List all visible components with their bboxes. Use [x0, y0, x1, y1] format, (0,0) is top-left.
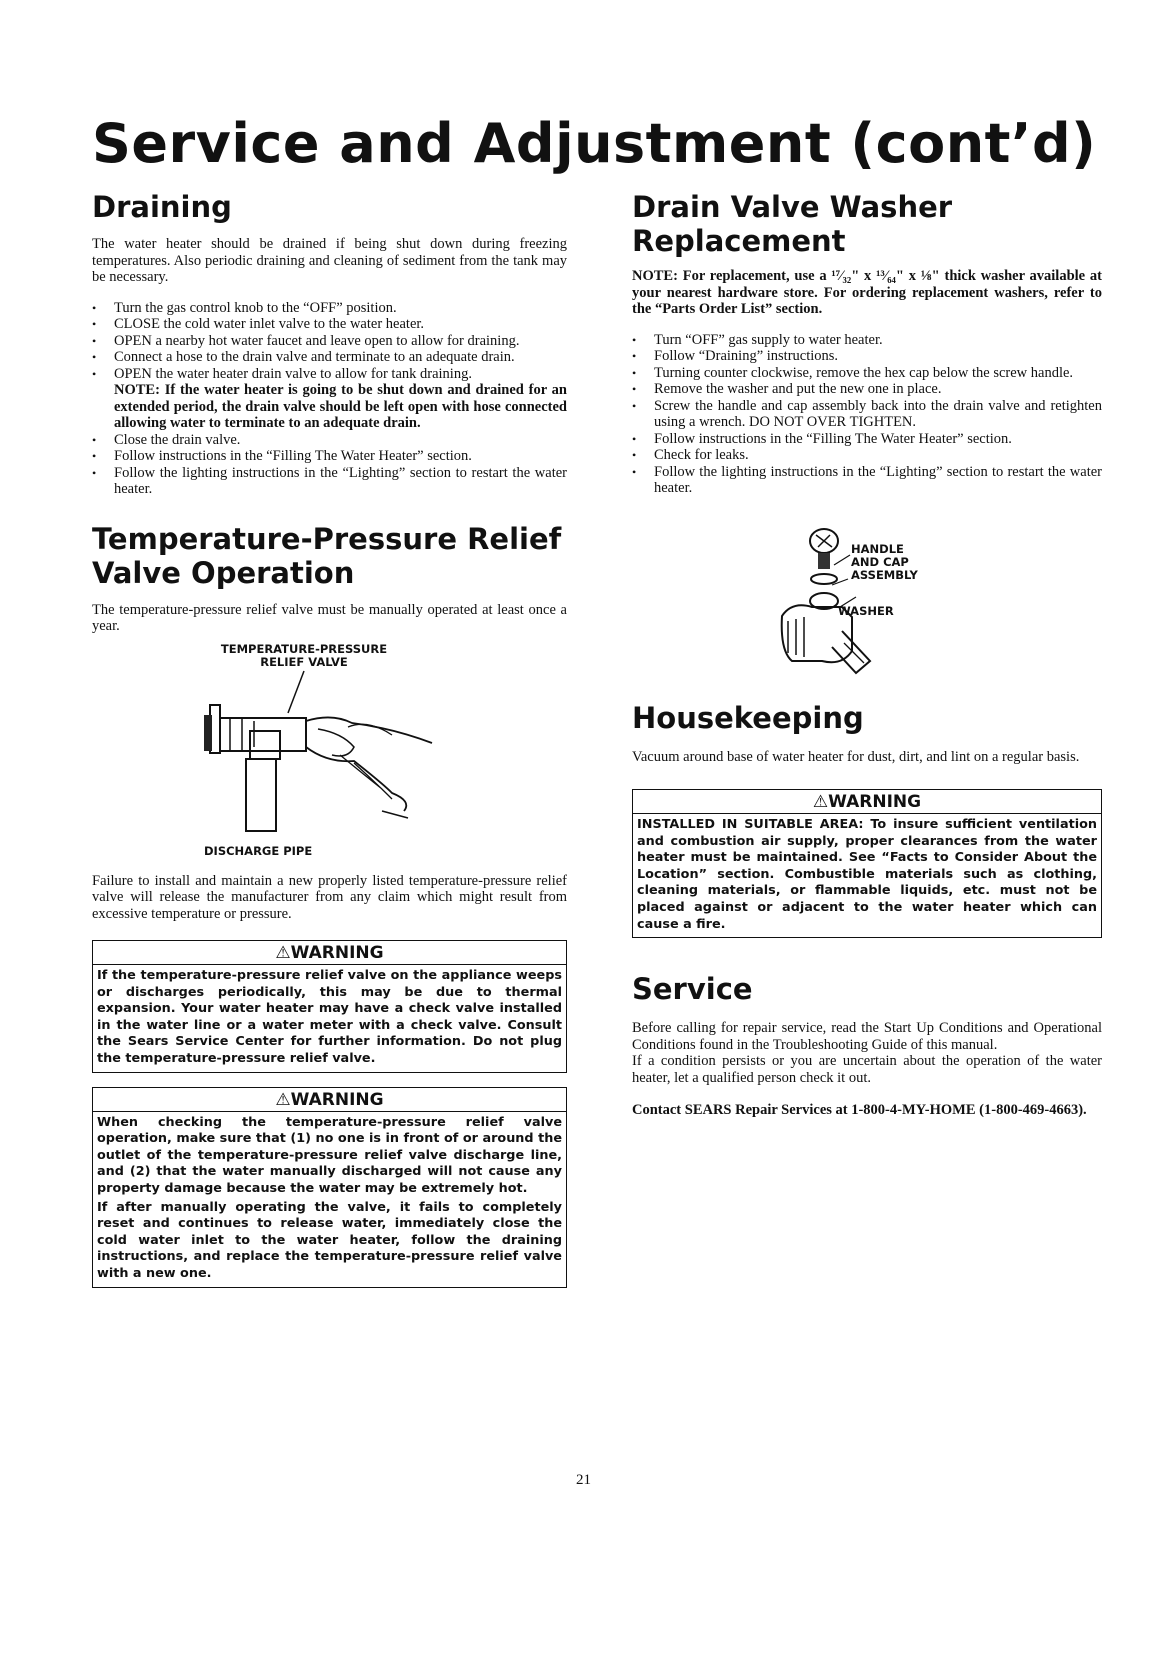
left-column [92, 190, 567, 1288]
drain-valve-figure [632, 521, 1102, 691]
draining-note: NOTE: If the water heater is going to be shut down and drained for an extended period, the drain valve should be left open with hose connected allowing water to terminate to an adequate drain. [114, 382, 567, 431]
step-text: OPEN the water heater drain valve to allow for tank draining. [114, 365, 472, 382]
tpr-heading [92, 522, 567, 590]
tpr-valve-illustration [92, 643, 567, 843]
housekeeping-heading: Housekeeping [632, 700, 864, 735]
warning-triangle-icon: ⚠ [275, 943, 291, 963]
list-item: • Follow instructions in the “Filling The Water Heater” section. [92, 448, 567, 465]
list-item: • Connect a hose to the drain valve and terminate to an adequate drain. [92, 349, 567, 366]
list-item: • Turning counter clockwise, remove the hex cap below the screw handle. [632, 365, 1102, 382]
washer-heading-line1: Drain Valve Washer [632, 190, 953, 224]
warning-title: WARNING [290, 1089, 384, 1110]
handle-label-line2: AND CAP [851, 554, 909, 569]
washer-heading-line2: Replacement [632, 224, 846, 258]
list-item: • Close the drain valve. [92, 432, 567, 449]
housekeeping-warning-box [632, 789, 1102, 938]
list-item [92, 366, 567, 432]
list-item: • Follow “Draining” instructions. [632, 348, 1102, 365]
page-number: 21 [576, 1472, 591, 1488]
list-item: • Turn the gas control knob to the “OFF” position. [92, 300, 567, 317]
page-title: Service and Adjustment (cont’d) [92, 112, 1097, 175]
discharge-pipe-label: DISCHARGE PIPE [204, 843, 313, 858]
tpr-intro: The temperature-pressure relief valve must be manually operated at least once a year. [92, 601, 567, 634]
tpr-warning-box-2 [92, 1087, 567, 1288]
housekeeping-text: Vacuum around base of water heater for dust, dirt, and lint on a regular basis. [632, 748, 1080, 765]
list-item: • Remove the washer and put the new one in place. [632, 381, 1102, 398]
washer-heading [632, 190, 1102, 258]
tpr-warning-box-1 [92, 940, 567, 1073]
washer-label: WASHER [838, 603, 894, 618]
tpr-figure [92, 643, 567, 865]
warning-text: If after manually operating the valve, it fails to completely reset and continues to release water, immediately close the cold water inlet to the water heater, follow the draining instructions, and replace the temperature-pressure relief valve with a new one. [97, 1199, 562, 1281]
warning-header [93, 941, 566, 965]
list-item: • Follow the lighting instructions in the “Lighting” section to restart the water heater. [92, 465, 567, 498]
draining-heading: Draining [92, 190, 232, 224]
service-contact: Contact SEARS Repair Services at 1-800-4-MY-HOME (1-800-469-4663). [632, 1102, 1087, 1119]
tpr-heading-line1: Temperature-Pressure Relief [92, 521, 562, 556]
warning-title: WARNING [290, 943, 384, 963]
handle-label-line3: ASSEMBLY [851, 567, 918, 582]
list-item: • Follow the lighting instructions in the “Lighting” section to restart the water heater. [632, 464, 1102, 497]
tpr-label-line1: TEMPERATURE-PRESSURE [220, 641, 388, 656]
service-para-1: Before calling for repair service, read the Start Up Conditions and Operational Conditions found in the Troubleshooting Guide of this manual. [632, 1020, 1102, 1053]
list-item: • Follow instructions in the “Filling The Water Heater” section. [632, 431, 1102, 448]
service-para-2: If a condition persists or you are uncertain about the operation of the water heater, let a qualified person check it out. [632, 1053, 1102, 1086]
warning-triangle-icon: ⚠ [812, 792, 829, 812]
draining-intro: The water heater should be drained if being shut down during freezing temperatures. Also periodic draining and cleaning of sediment from the tank may be necessary. [92, 236, 567, 285]
washer-steps [632, 332, 1102, 497]
tpr-failure-text: Failure to install and maintain a new properly listed temperature-pressure relief valve will release the manufacturer from any claim which might result from excessive temperature or pressure. [92, 872, 567, 922]
washer-note: NOTE: For replacement, use a ¹⁷⁄₃₂" x ¹³⁄₆₄" x ⅛" thick washer available at your nearest hardware store. For ordering replacement washers, refer to the “Parts Order List” section. [632, 268, 1102, 317]
right-column [632, 190, 1102, 1119]
warning-text: INSTALLED IN SUITABLE AREA: To insure sufficient ventilation and combustion air supply, proper clearances from the water heater must be maintained. See “Facts to Consider About the Location” section. Combustible materials such as clothing, cleaning materials, or flammable liquids, etc. must not be placed against or adjacent to the water heater which can cause a fire. [637, 817, 1097, 932]
list-item: • Check for leaks. [632, 447, 1102, 464]
list-item: • Screw the handle and cap assembly back into the drain valve and retighten using a wrench. DO NOT OVER TIGHTEN. [632, 398, 1102, 431]
list-item: • OPEN a nearby hot water faucet and leave open to allow for draining. [92, 333, 567, 350]
list-item: • CLOSE the cold water inlet valve to the water heater. [92, 316, 567, 333]
draining-steps [92, 300, 567, 498]
warning-text: When checking the temperature-pressure relief valve operation, make sure that (1) no one is in front of or around the outlet of the temperature-pressure relief valve discharge line, and (2) that the water manually discharged will not cause any property damage because the water may be extremely hot. [97, 1114, 562, 1196]
warning-text: If the temperature-pressure relief valve on the appliance weeps or discharges periodically, this may be due to thermal expansion. Your water heater may have a check valve installed in the water line or a water meter with a check valve. Consult the Sears Service Center for further information. Do not plug the temperature-pressure relief valve. [97, 968, 562, 1066]
service-heading: Service [632, 972, 753, 1007]
handle-label-line1: HANDLE [851, 541, 904, 556]
warning-title: WARNING [828, 792, 922, 812]
warning-header [93, 1088, 566, 1112]
tpr-heading-line2: Valve Operation [92, 555, 355, 590]
tpr-label-line2: RELIEF VALVE [260, 654, 348, 669]
handle-cap-label [851, 543, 918, 582]
list-item: • Turn “OFF” gas supply to water heater. [632, 332, 1102, 349]
warning-header [633, 790, 1101, 814]
warning-triangle-icon: ⚠ [275, 1089, 291, 1110]
